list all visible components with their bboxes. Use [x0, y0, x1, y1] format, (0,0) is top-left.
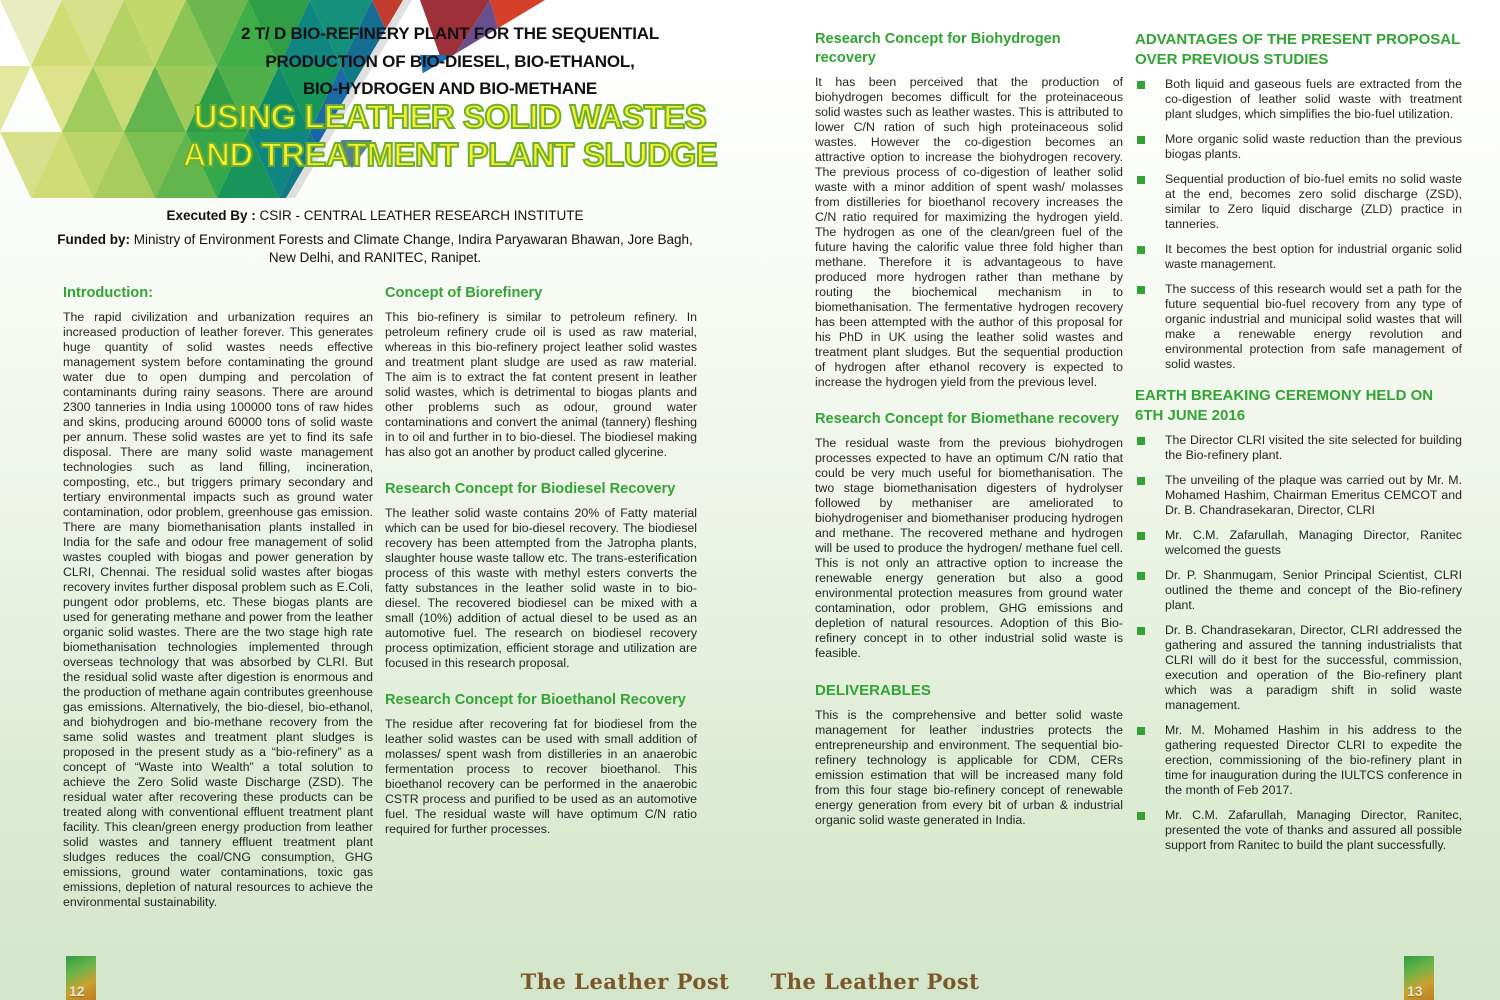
list-item	[1135, 568, 1462, 613]
bullet-square-icon	[1137, 136, 1145, 144]
section-heading: Research Concept for Biodiesel Recovery	[385, 481, 676, 497]
section-body: This is the comprehensive and better solid waste management for leather industries protects the entrepreneurship and environment. The sequential bio-refinery technology is applicable for CDM, CERs emission estimation that will be increased many fold from this four stage bio-refinery concept of renewable energy generation from every bit of urban & industrial organic solid waste generated in India.	[815, 708, 1123, 827]
list-item	[1135, 282, 1462, 372]
funded-by-label: Funded by:	[57, 232, 130, 247]
list-item	[1135, 808, 1462, 853]
section-heading: Research Concept for Biomethane recovery	[815, 411, 1120, 427]
section-body: The leather solid waste contains 20% of Fatty material which can be used for bio-diesel recovery. The biodiesel recovery has been attempted from the Jatropha plants, slaughter house waste tallow etc. The trans-esterification process of this waste with methyl esters converts the fatty substances in the leather solid waste in to bio-diesel. The recovered biodiesel can be mixed with a small (10%) addition of actual diesel to be used as an automotive fuel. The research on biodiesel recovery process optimization, efficient storage and utilization are focused in this research proposal.	[385, 506, 697, 670]
bullet-text: Dr. P. Shanmugam, Senior Principal Scientist, CLRI outlined the theme and concept of the Bio-refinery plant.	[1165, 568, 1462, 612]
list-item	[1135, 242, 1462, 272]
section-advantages	[1135, 30, 1462, 372]
bullet-square-icon	[1137, 176, 1145, 184]
highlight-line1: USING LEATHER SOLID WASTES	[193, 98, 707, 135]
bullet-text: Mr. C.M. Zafarullah, Managing Director, Ranitec welcomed the guests	[1165, 528, 1462, 557]
bullet-text: Mr. M. Mohamed Hashim in his address to the gathering requested Director CLRI to expedite the erection, commissioning of the bio-refinery plant in time for inauguration during the IULTCS conference in the month of Feb 2017.	[1165, 723, 1462, 797]
advantages-heading: ADVANTAGES OF THE PRESENT PROPOSAL OVER PREVIOUS STUDIES	[1135, 31, 1461, 68]
list-item	[1135, 433, 1462, 463]
report-title	[170, 20, 730, 103]
list-item	[1135, 723, 1462, 798]
list-item	[1135, 77, 1462, 122]
list-item	[1135, 172, 1462, 232]
bullet-square-icon	[1137, 477, 1145, 485]
section-heading: Research Concept for Bioethanol Recovery	[385, 692, 686, 708]
introduction-body: The rapid civilization and urbanization requires an increased production of leather forever. This generates huge quantity of solid wastes needs effective management system before contaminating the ground water due to open dumping and percolation of contaminants during rainy seasons. There are around 2300 tanneries in India using 100000 tons of raw hides and skins, producing around 60000 tons of solid waste per annum. These solid wastes are yet to find its safe disposal. There are many solid waste management technologies such as land filling, incineration, composting, etc., but triggers primary secondary and tertiary environmental impacts such as ground water contamination, odor problem, greenhouse gas emission. There are many biomethanisation plants installed in India for the safe and odour free management of solid wastes coupled with biogas and power generation by CLRI, Chennai. The residual solid wastes after biogas recovery invites further disposal problem such as E.Coli, pungent odor problems, etc. These biogas plants are used for generating methane and power from the leather organic solid wastes. There are the two stage high rate biomethanisation technologies implemented through overseas technology that was absorbed by CLRI. But the residual solid waste after digestion is enormous and the production of methane again contributes greenhouse gas emissions. Alternatively, the bio-diesel, bio-ethanol, and biohydrogen and bio-methane recovery from the same solid wastes and treatment plant sludges is proposed in the present study as a “bio-refinery” as a concept of “Waste into Wealth” a total solution to achieve the Zero Solid waste Discharge (ZSD). The residual water after recovering these products can be treated along with conventional effluent treatment plant facility. This clean/green energy production from leather solid wastes and tannery effluent treatment plant sludges reduces the coal/CNG consumption, GHG emissions, ground water contaminations, toxic gas emissions, depletion of natural resources to achieve the environmental sustainability.	[63, 310, 373, 909]
bullet-square-icon	[1137, 246, 1145, 254]
bullet-text: Sequential production of bio-fuel emits no solid waste at the end, becomes zero solid discharge (ZSD), similar to Zero liquid discharge (ZLD) practice in tanneries.	[1165, 172, 1462, 231]
magazine-title-left: The Leather Post	[520, 969, 730, 994]
magazine-title-right: The Leather Post	[770, 969, 980, 994]
section-biohydrogen-recovery	[815, 30, 1123, 390]
section-body: The residue after recovering fat for biodiesel from the leather solid wastes can be used with small addition of molasses/ spent wash from distilleries in an anaerobic fermentation process to recover bioethanol. This bioethanol recovery can be performed in the anaerobic CSTR process and purified to be used as an automotive fuel. The residual waste will have optimum C/N ratio required for further processes.	[385, 717, 697, 836]
bullet-text: It becomes the best option for industrial organic solid waste management.	[1165, 242, 1462, 271]
report-title-line1: 2 T/ D BIO-REFINERY PLANT FOR THE SEQUENTIAL	[240, 24, 660, 43]
section-heading: DELIVERABLES	[815, 682, 931, 699]
report-highlight-title	[150, 98, 750, 174]
executed-by-line	[75, 208, 675, 223]
report-title-line3: BIO-HYDROGEN AND BIO-METHANE	[302, 79, 598, 98]
section-biomethane-recovery	[815, 410, 1123, 661]
executed-by-value: CSIR - CENTRAL LEATHER RESEARCH INSTITUTE	[255, 208, 584, 223]
column-recovery-concepts	[815, 30, 1123, 848]
section-deliverables	[815, 681, 1123, 828]
bullet-text: The unveiling of the plaque was carried out by Mr. M. Mohamed Hashim, Chairman Emeritus CEMCOT and Dr. B. Chandrasekaran, Director, CLRI	[1165, 473, 1462, 517]
list-item	[1135, 132, 1462, 162]
section-body: It has been perceived that the production of biohydrogen becomes difficult for the proteinaceous solid wastes such as leather wastes. This is attributed to lower C/N ration of such high proteinaceous solid wastes. However the co-digestion becomes an attractive option to increase the biohydrogen recovery. The previous process of co-digestion of leather solid waste with a minor addition of spent wash/ molasses from distilleries for bioethanol recovery increases the C/N ratio required for maximizing the hydrogen yield. The hydrogen as one of the clean/green fuel of the future having the calorific value three fold higher than methane. Therefore it is advantageous to have produced more hydrogen rather than methane by routing the biochemical mechanism in to biomethanisation. The fermentative hydrogen recovery has been attempted with the author of this proposal for his PhD in UK using the leather solid wastes and treatment plant sludges. But the sequential production of hydrogen after ethanol recovery is expected to increase the hydrogen yield from the previous level.	[815, 75, 1123, 389]
bullet-square-icon	[1137, 812, 1145, 820]
executed-by-label: Executed By :	[166, 208, 256, 223]
section-body: The residual waste from the previous biohydrogen processes expected to have an optimum C/N ratio that could be very much useful for biomethanisation. The two stage biomethanisation digesters of hydrolyser followed by methaniser are ameliorated to biohydrogeniser and biomethaniser producing hydrogen and methane. The recovered methane and hydrogen will be used to produce the hydrogen/ methane fuel cell. This is not only an attractive option to increase the renewable energy generation but also a good environmental protection measures from ground water contamination, odor problem, GHG emissions and depletion of natural resources. Adoption of this Bio-refinery concept in to other industrial solid waste is feasible.	[815, 436, 1123, 660]
section-body: This bio-refinery is similar to petroleum refinery. In petroleum refinery crude oil is used as raw material, whereas in this bio-refinery project leather solid wastes and treatment plant sludge are used as raw material. The aim is to extract the fat content present in leather solid wastes, which is detrimental to biogas plants and other problems such as odour, ground water contaminations and convert the animal (tannery) fleshing in to oil and further in to bio-diesel. The biodiesel making has also got an another by product called glycerine.	[385, 310, 697, 459]
introduction-heading: Introduction:	[63, 285, 153, 301]
bullet-square-icon	[1137, 437, 1145, 445]
page-number-tab-right	[1404, 956, 1434, 1000]
bullet-text: Both liquid and gaseous fuels are extracted from the co-digestion of leather solid waste with treatment plant sludges, which simplifies the bio-fuel utilization.	[1165, 77, 1462, 121]
bullet-square-icon	[1137, 627, 1145, 635]
advantages-bullet-list	[1135, 77, 1462, 372]
list-item	[1135, 473, 1462, 518]
highlight-line2: AND TREATMENT PLANT SLUDGE	[182, 136, 718, 173]
bullet-square-icon	[1137, 572, 1145, 580]
bullet-text: Mr. C.M. Zafarullah, Managing Director, Ranitec, presented the vote of thanks and assured all possible support from Ranitec to build the plant successfully.	[1165, 808, 1462, 852]
section-biodiesel-recovery	[385, 480, 697, 671]
ceremony-heading: EARTH BREAKING CEREMONY HELD ON 6TH JUNE 2016	[1135, 387, 1434, 424]
page-number: 13	[1407, 983, 1423, 999]
bullet-square-icon	[1137, 286, 1145, 294]
list-item	[1135, 528, 1462, 558]
funded-by-line	[55, 231, 695, 267]
column-introduction	[63, 284, 373, 930]
bullet-text: More organic solid waste reduction than the previous biogas plants.	[1165, 132, 1462, 161]
section-earth-breaking-ceremony	[1135, 386, 1462, 853]
list-item	[1135, 623, 1462, 713]
column-biorefinery-concepts	[385, 284, 697, 857]
section-heading: Concept of Biorefinery	[385, 285, 543, 301]
bullet-text: The Director CLRI visited the site selected for building the Bio-refinery plant.	[1165, 433, 1462, 462]
bullet-text: The success of this research would set a path for the future sequential bio-fuel recovery from any type of organic industrial and municipal solid wastes that will make a renewable energy revolution and environmental protection from safe management of solid wastes.	[1165, 282, 1462, 371]
page-number-tab-left	[66, 956, 96, 1000]
bullet-text: Dr. B. Chandrasekaran, Director, CLRI addressed the gathering and assured the tanning industrialists that CLRI will do it best for the successful, commission, execution and operation of the Bio-refinery plant which was a paradigm shift in solid waste management.	[1165, 623, 1462, 712]
section-concept-of-biorefinery	[385, 284, 697, 460]
ceremony-bullet-list	[1135, 433, 1462, 853]
column-advantages-ceremony	[1135, 30, 1462, 867]
page-number: 12	[69, 983, 85, 999]
section-heading: Research Concept for Biohydrogen recovery	[815, 31, 1061, 66]
bullet-square-icon	[1137, 81, 1145, 89]
funded-by-value: Ministry of Environment Forests and Climate Change, Indira Paryawaran Bhawan, Jore Bagh, New Delhi, and RANITEC, Ranipet.	[129, 232, 693, 265]
bullet-square-icon	[1137, 532, 1145, 540]
report-title-line2: PRODUCTION OF BIO-DIESEL, BIO-ETHANOL,	[265, 51, 635, 71]
section-bioethanol-recovery	[385, 691, 697, 837]
bullet-square-icon	[1137, 727, 1145, 735]
